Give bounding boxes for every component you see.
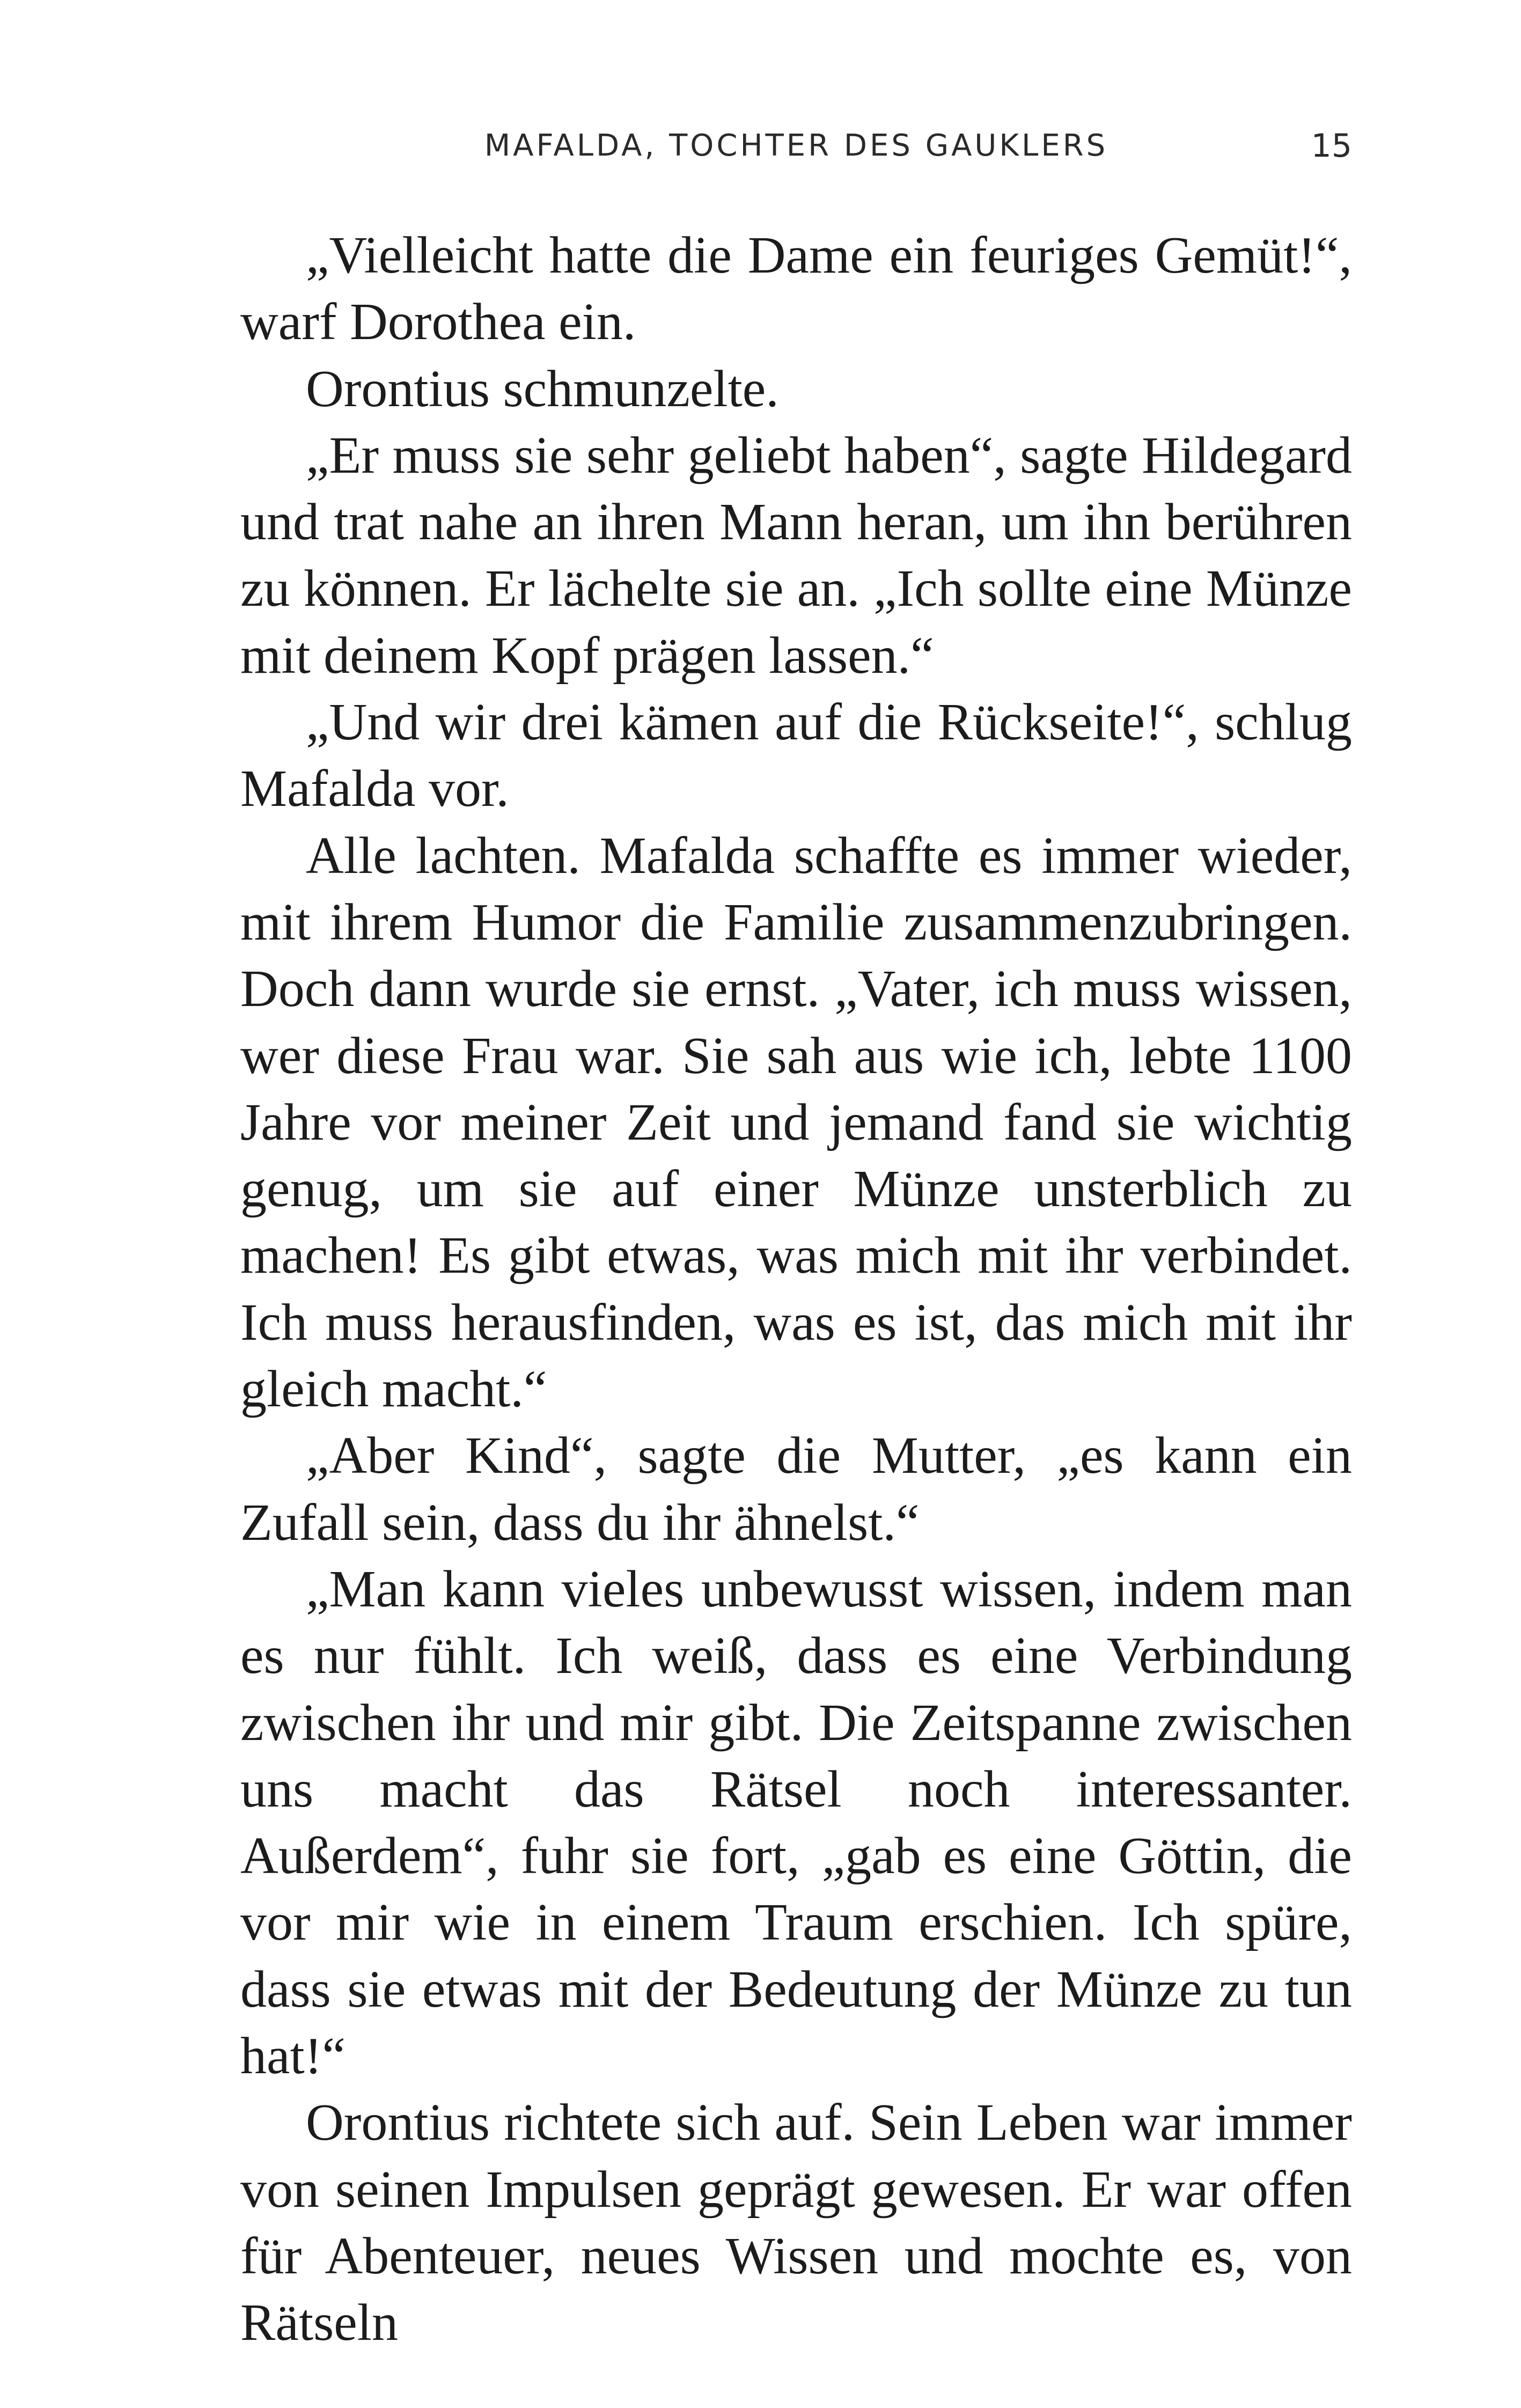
paragraph: Orontius schmunzelte. — [306, 359, 779, 418]
paragraph: „Man kann vieles unbewusst wissen, indem man es nur fühlt. Ich weiß, dass es eine Verbindung zwischen ihr und mir gibt. Die Zeitspanne zwischen uns macht das Rätsel noch interessanter. Außerdem“, fuhr sie fort, „gab es eine Göttin, die vor mir wie in einem Traum erschien. Ich spüre, dass sie etwas mit der Bedeutung der Münze zu tun hat!“ — [240, 1560, 1352, 2086]
paragraph: Alle lachten. Mafalda schaffte es immer wieder, mit ihrem Humor die Familie zusammenzubringen. Doch dann wurde sie ernst. „Vater, ich muss wissen, wer diese Frau war. Sie sah aus wie ich, lebte 1100 Jahre vor meiner Zeit und jemand fand sie wichtig genug, um sie auf einer Münze unsterblich zu machen! Es gibt etwas, was mich mit ihr verbindet. Ich muss herausfinden, was es ist, das mich mit ihr gleich macht.“ — [240, 826, 1352, 1419]
paragraph: Orontius richtete sich auf. Sein Leben war immer von seinen Impulsen geprägt gewesen. Er war offen für Abenteuer, neues Wissen und mochte es, von Rätseln — [240, 2094, 1352, 2352]
paragraph: „Und wir drei kämen auf die Rückseite!“, schlug Mafalda vor. — [240, 693, 1352, 818]
paragraph: „Er muss sie sehr geliebt haben“, sagte Hildegard und trat nahe an ihren Mann heran, um ihn berühren zu können. Er lächelte sie an. „Ich sollte eine Münze mit deinem Kopf prägen lassen.“ — [240, 426, 1352, 685]
page-number: 15 — [1311, 127, 1352, 165]
paragraph: „Vielleicht hatte die Dame ein feuriges Gemüt!“, warf Dorothea ein. — [240, 226, 1352, 351]
running-header-title: MAFALDA, TOCHTER DES GAUKLERS — [484, 128, 1108, 163]
paragraph: „Aber Kind“, sagte die Mutter, „es kann ein Zufall sein, dass du ihr ähnelst.“ — [240, 1427, 1352, 1552]
body-text — [240, 222, 1352, 2356]
running-header — [240, 119, 1352, 173]
